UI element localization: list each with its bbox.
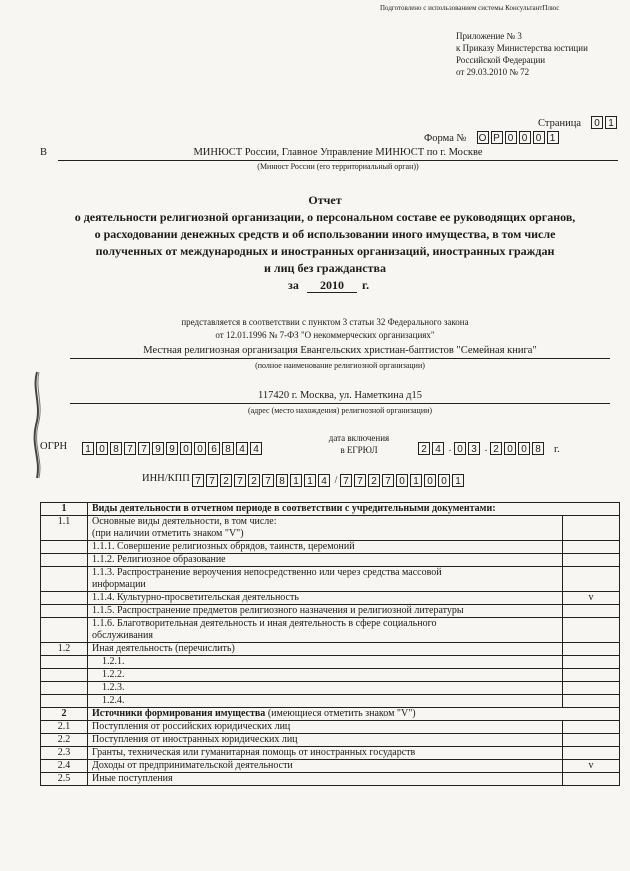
section-title-bold: Источники формирования имущества [92, 708, 266, 719]
row-mark[interactable] [563, 656, 620, 669]
ogrn-digit: 4 [250, 442, 262, 455]
kpp-digit: 1 [410, 474, 422, 487]
inn-digit: 4 [318, 474, 330, 487]
date-month-digit: 0 [454, 442, 466, 455]
inn-digit: 8 [276, 474, 288, 487]
row-mark[interactable] [563, 734, 620, 747]
row-text-line: информации [92, 579, 146, 590]
year-prefix: за [288, 278, 299, 292]
form-char: О [477, 131, 489, 144]
row-text-line: (при наличии отметить знаком "V") [92, 528, 244, 539]
row-text-line: 1.1.3. Распространение вероучения непосредственно или через средства массовой [92, 567, 442, 578]
date-day-digit: 4 [432, 442, 444, 455]
recipient-prefix: В [40, 147, 48, 158]
row-text: 1.2.4. [88, 695, 563, 708]
row-text: 1.1.2. Религиозное образование [88, 554, 563, 567]
row-text: 1.1.4. Культурно-просветительская деятельность [88, 592, 563, 605]
title-line: о расходовании денежных средств и об использовании иного имущества, в том числе [94, 227, 556, 241]
row-text: 1.1.1. Совершение религиозных обрядов, таинств, церемоний [88, 541, 563, 554]
row-mark[interactable]: v [563, 592, 620, 605]
date-year-digit: 2 [490, 442, 502, 455]
binding-thread-icon [28, 370, 46, 480]
row-number: 2.3 [41, 747, 88, 760]
row-text: Иные поступления [88, 773, 563, 786]
page-number-label: Страница [538, 118, 582, 129]
form-char: 0 [533, 131, 545, 144]
form-char: Р [491, 131, 503, 144]
appendix-line: к Приказу Министерства юстиции [456, 43, 588, 53]
table-row [41, 643, 620, 656]
kpp-digit: 0 [396, 474, 408, 487]
form-code [424, 128, 561, 146]
row-number: 1.2 [41, 643, 88, 656]
date-separator: . [484, 442, 488, 454]
row-text-line: Основные виды деятельности, в том числе: [92, 516, 277, 527]
row-mark[interactable] [563, 516, 620, 541]
date-label-line: в ЕГРЮЛ [340, 445, 378, 455]
appendix-line: Российской Федерации [456, 55, 546, 65]
date-separator: . [448, 442, 452, 454]
section-header-row [41, 503, 620, 516]
row-number [41, 605, 88, 618]
row-mark[interactable] [563, 618, 620, 643]
title-line: о деятельности религиозной организации, о персональном составе ее руководящих органов, [74, 210, 576, 224]
kpp-digit: 7 [354, 474, 366, 487]
row-number [41, 656, 88, 669]
row-mark[interactable] [563, 567, 620, 592]
date-day-digit: 2 [418, 442, 430, 455]
row-mark[interactable] [563, 541, 620, 554]
row-text: 1.2.3. [88, 682, 563, 695]
date-label-line: дата включения [328, 433, 390, 443]
page-digit: 1 [605, 116, 617, 129]
row-number [41, 682, 88, 695]
page-digit: 0 [591, 116, 603, 129]
row-text: Поступления от иностранных юридических лиц [88, 734, 563, 747]
ogrn-date-label [316, 432, 402, 456]
table-row [41, 747, 620, 760]
row-number: 2.1 [41, 721, 88, 734]
basis-line: от 12.01.1996 № 7-ФЗ "О некоммерческих организациях" [215, 330, 435, 340]
kpp-digit: 0 [424, 474, 436, 487]
table-row [41, 554, 620, 567]
row-text [88, 567, 563, 592]
date-suffix: г. [554, 444, 560, 455]
table-row [41, 567, 620, 592]
row-text: 1.2.1. [88, 656, 563, 669]
section-header-row [41, 708, 620, 721]
inn-digit: 1 [304, 474, 316, 487]
ogrn-digit: 9 [166, 442, 178, 455]
table-row [41, 682, 620, 695]
kpp-digit: 7 [382, 474, 394, 487]
ogrn-digit: 7 [138, 442, 150, 455]
report-year: 2010 [307, 278, 357, 293]
appendix-line: Приложение № 3 [456, 31, 522, 41]
form-char: 0 [505, 131, 517, 144]
ogrn-digits [82, 439, 264, 457]
report-title [30, 192, 620, 277]
organization-name: Местная религиозная организация Евангельских христиан-баптистов "Семейная книга" [70, 345, 610, 359]
ogrn-digit: 4 [236, 442, 248, 455]
ogrn-digit: 8 [110, 442, 122, 455]
appendix-line: от 29.03.2010 № 72 [456, 67, 530, 77]
table-row [41, 734, 620, 747]
row-number: 2.2 [41, 734, 88, 747]
row-mark[interactable] [563, 695, 620, 708]
inn-kpp-label: ИНН/КПП [142, 473, 190, 484]
inn-digit: 7 [206, 474, 218, 487]
row-text: Гранты, техническая или гуманитарная помощь от иностранных государств [88, 747, 563, 760]
row-number [41, 669, 88, 682]
inn-digit: 7 [234, 474, 246, 487]
inn-kpp-separator: / [334, 474, 338, 486]
row-mark[interactable]: v [563, 760, 620, 773]
inn-digit: 2 [220, 474, 232, 487]
row-text-line: 1.1.6. Благотворительная деятельность и иная деятельность в сфере социального [92, 618, 437, 629]
date-year-digit: 0 [504, 442, 516, 455]
title-line: полученных от международных и иностранных организаций, иностранных граждан [95, 244, 555, 258]
section-number: 1 [41, 503, 88, 516]
title-line: и лиц без гражданства [264, 261, 386, 275]
consultant-note: Подготовлено с использованием системы КонсультантПлюс [380, 4, 560, 12]
year-suffix: г. [362, 278, 370, 292]
row-text: Доходы от предпринимательской деятельности [88, 760, 563, 773]
form-char: 0 [519, 131, 531, 144]
ogrn-digit: 1 [82, 442, 94, 455]
inn-digit: 2 [248, 474, 260, 487]
row-mark[interactable] [563, 669, 620, 682]
ogrn-digit: 0 [180, 442, 192, 455]
row-number [41, 567, 88, 592]
row-number: 1.1 [41, 516, 88, 541]
inn-kpp-digits [192, 471, 466, 489]
kpp-digit: 0 [438, 474, 450, 487]
row-number [41, 592, 88, 605]
table-row [41, 721, 620, 734]
ogrn-digit: 8 [222, 442, 234, 455]
row-text: 1.1.5. Распространение предметов религиозного назначения и религиозной литературы [88, 605, 563, 618]
row-mark[interactable] [563, 773, 620, 786]
kpp-digit: 7 [340, 474, 352, 487]
organization-name-caption: (полное наименование религиозной организации) [255, 361, 425, 370]
legal-basis [100, 316, 550, 342]
row-mark[interactable] [563, 554, 620, 567]
row-text [88, 618, 563, 643]
row-mark[interactable] [563, 605, 620, 618]
ogrn-digit: 0 [96, 442, 108, 455]
row-number: 2.4 [41, 760, 88, 773]
row-text-line: обслуживания [92, 630, 153, 641]
ogrn-digit: 9 [152, 442, 164, 455]
row-mark[interactable] [563, 747, 620, 760]
row-text: Иная деятельность (перечислить) [88, 643, 563, 656]
recipient-value: МИНЮСТ России, Главное Управление МИНЮСТ по г. Москве [58, 147, 618, 161]
row-text: 1.2.2. [88, 669, 563, 682]
date-year-digit: 8 [532, 442, 544, 455]
inn-digit: 7 [262, 474, 274, 487]
row-mark[interactable] [563, 682, 620, 695]
organization-address: 117420 г. Москва, ул. Наметкина д15 [70, 390, 610, 404]
table-row [41, 669, 620, 682]
row-number [41, 554, 88, 567]
table-row [41, 695, 620, 708]
date-year-digit: 0 [518, 442, 530, 455]
date-month-digit: 3 [468, 442, 480, 455]
row-text: Поступления от российских юридических лиц [88, 721, 563, 734]
ogrn-digit: 6 [208, 442, 220, 455]
organization-address-caption: (адрес (место нахождения) религиозной организации) [247, 406, 433, 415]
section-title-rest: (имеющиеся отметить знаком "V") [265, 708, 416, 719]
row-number [41, 695, 88, 708]
table-row [41, 618, 620, 643]
table-row [41, 656, 620, 669]
row-number [41, 541, 88, 554]
table-row [41, 773, 620, 786]
title-line: Отчет [308, 193, 342, 207]
table-row [41, 541, 620, 554]
ogrn-label: ОГРН [40, 441, 68, 452]
inn-digit: 1 [290, 474, 302, 487]
row-number: 2.5 [41, 773, 88, 786]
form-char: 1 [547, 131, 559, 144]
table-row [41, 605, 620, 618]
appendix-block [456, 30, 588, 78]
section-title [88, 708, 620, 721]
section-title: Виды деятельности в отчетном периоде в соответствии с учредительными документами: [88, 503, 620, 516]
activities-table [40, 502, 620, 786]
table-row [41, 760, 620, 773]
row-mark[interactable] [563, 643, 620, 656]
row-text [88, 516, 563, 541]
table-row [41, 592, 620, 605]
section-number: 2 [41, 708, 88, 721]
kpp-digit: 1 [452, 474, 464, 487]
row-number [41, 618, 88, 643]
form-code-label: Форма № [424, 133, 467, 144]
kpp-digit: 2 [368, 474, 380, 487]
inn-digit: 7 [192, 474, 204, 487]
ogrn-digit: 7 [124, 442, 136, 455]
basis-line: представляется в соответствии с пунктом 3 статьи 32 Федерального закона [181, 317, 469, 327]
ogrn-digit: 0 [194, 442, 206, 455]
recipient-caption: (Минюст России (его территориальный орган)) [257, 162, 419, 171]
ogrn-date [418, 439, 560, 457]
table-row [41, 516, 620, 541]
row-mark[interactable] [563, 721, 620, 734]
